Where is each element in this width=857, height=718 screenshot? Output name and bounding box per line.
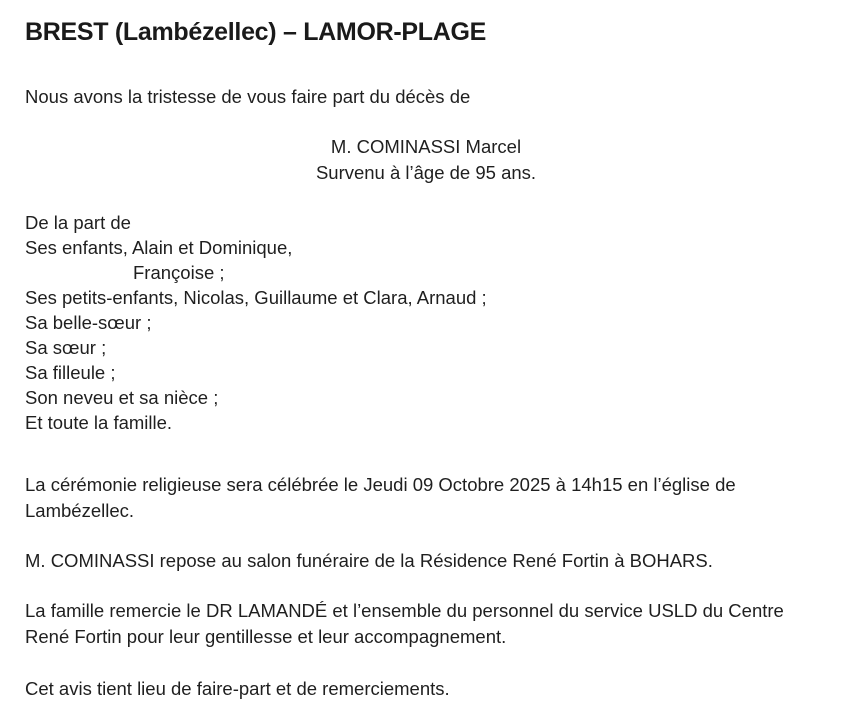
family-line-goddaughter: Sa filleule ;: [25, 362, 116, 383]
family-line-sister-in-law: Sa belle-sœur ;: [25, 312, 152, 333]
family-line-grandchildren: Ses petits-enfants, Nicolas, Guillaume et Clara, Arnaud ;: [25, 287, 487, 308]
thanks-block: [25, 598, 827, 650]
deceased-age: Survenu à l’âge de 95 ans.: [315, 162, 537, 183]
ceremony-block: [25, 472, 827, 524]
deceased-name: M. COMINASSI Marcel: [330, 136, 522, 157]
family-line-children: Ses enfants, Alain et Dominique,: [25, 237, 293, 258]
notice-title: BREST (Lambézellec) – LAMOR-PLAGE: [25, 18, 486, 46]
repose-line: M. COMINASSI repose au salon funéraire de la Résidence René Fortin à BOHARS.: [25, 550, 713, 571]
closing-line: Cet avis tient lieu de faire-part et de remerciements.: [25, 678, 450, 699]
intro-line: Nous avons la tristesse de vous faire part du décès de: [25, 86, 471, 107]
family-line-sister: Sa sœur ;: [25, 337, 107, 358]
family-block: [25, 210, 827, 435]
family-line-nephew-niece: Son neveu et sa nièce ;: [25, 387, 219, 408]
family-line-whole-family: Et toute la famille.: [25, 412, 173, 433]
ceremony-line-2: Lambézellec.: [25, 500, 135, 521]
thanks-line-2: René Fortin pour leur gentillesse et leur accompagnement.: [25, 626, 507, 647]
thanks-line-1: La famille remercie le DR LAMANDÉ et l’ensemble du personnel du service USLD du Centre: [25, 600, 784, 621]
ceremony-line-1: La cérémonie religieuse sera célébrée le Jeudi 09 Octobre 2025 à 14h15 en l’église de: [25, 474, 736, 495]
family-heading: De la part de: [25, 212, 131, 233]
deceased-block: [25, 134, 827, 186]
family-line-francoise: Françoise ;: [133, 262, 225, 283]
